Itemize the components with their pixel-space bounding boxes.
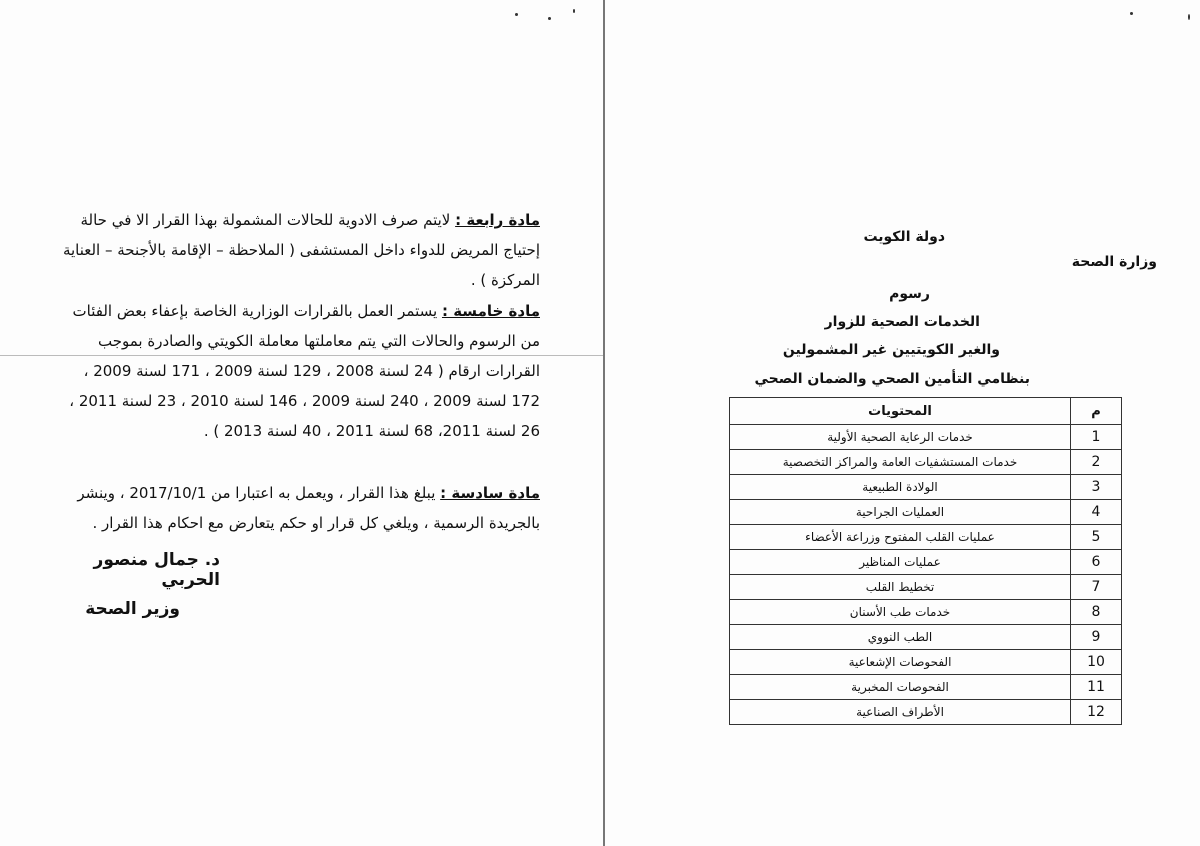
- row-num: 6: [1071, 550, 1122, 575]
- doc-title-line: بنظامي التأمين الصحي والضمان الصحي: [754, 371, 1030, 387]
- row-item: تخطيط القلب: [730, 575, 1071, 600]
- row-item: الطب النووي: [730, 625, 1071, 650]
- article-six: [60, 478, 540, 538]
- table-row: [730, 650, 1122, 675]
- signature-title: وزير الصحة: [85, 599, 180, 619]
- row-num: 7: [1071, 575, 1122, 600]
- row-item: خدمات طب الأسنان: [730, 600, 1071, 625]
- row-item: الفحوصات المخبرية: [730, 675, 1071, 700]
- row-item: عمليات المناظير: [730, 550, 1071, 575]
- scan-speck: [548, 17, 551, 20]
- row-item: عمليات القلب المفتوح وزراعة الأعضاء: [730, 525, 1071, 550]
- header-ministry: وزارة الصحة: [1071, 254, 1157, 270]
- row-num: 11: [1071, 675, 1122, 700]
- table-row: [730, 425, 1122, 450]
- article-label: مادة سادسة :: [440, 484, 540, 502]
- article-text: يستمر العمل بالقرارات الوزارية الخاصة بإعفاء بعض الفئات من الرسوم والحالات التي يتم معاملتها معاملة الكويتي والصادرة بموجب القرارات ارقام ( 24 لسنة 2008 ، 129 لسنة 2009 ، 171 لسنة 2009 ، 172 لسنة 2009 ، 240 لسنة 2009 ، 146 لسنة 2010 ، 23 لسنة 2011 ، 26 لسنة 2011، 68 لسنة 2011 ، 40 لسنة 2013 ) .: [69, 302, 540, 440]
- row-num: 9: [1071, 625, 1122, 650]
- col-num-header: م: [1071, 398, 1122, 425]
- article-four: [60, 205, 540, 295]
- row-num: 4: [1071, 500, 1122, 525]
- scan-speck: [1188, 14, 1190, 20]
- row-num: 1: [1071, 425, 1122, 450]
- row-num: 3: [1071, 475, 1122, 500]
- row-num: 8: [1071, 600, 1122, 625]
- article-text: يبلغ هذا القرار ، ويعمل به اعتبارا من 2017/10/1 ، وينشر بالجريدة الرسمية ، ويلغي كل قرار او حكم يتعارض مع احكام هذا القرار .: [77, 484, 540, 532]
- row-item: الولادة الطبيعية: [730, 475, 1071, 500]
- col-contents-header: المحتويات: [730, 398, 1071, 425]
- row-num: 10: [1071, 650, 1122, 675]
- row-item: خدمات المستشفيات العامة والمراكز التخصصية: [730, 450, 1071, 475]
- doc-title-line: والغير الكويتيين غير المشمولين: [782, 342, 1000, 358]
- table-row: [730, 675, 1122, 700]
- scan-speck: [1130, 12, 1133, 15]
- row-item: الفحوصات الإشعاعية: [730, 650, 1071, 675]
- table-row: [730, 625, 1122, 650]
- table-row: [730, 500, 1122, 525]
- article-text: لايتم صرف الادوية للحالات المشمولة بهذا القرار الا في حالة إحتياج المريض للدواء داخل المستشفى ( الملاحظة – الإقامة بالأجنحة – العناية المركزة ) .: [62, 211, 540, 289]
- contents-table: [729, 397, 1122, 725]
- row-num: 5: [1071, 525, 1122, 550]
- table-row: [730, 475, 1122, 500]
- row-item: الأطراف الصناعية: [730, 700, 1071, 725]
- row-item: خدمات الرعاية الصحية الأولية: [730, 425, 1071, 450]
- scan-speck: [515, 13, 518, 16]
- header-state: دولة الكويت: [863, 229, 945, 245]
- article-five: [60, 296, 540, 446]
- table-header-row: [730, 398, 1122, 425]
- table-row: [730, 525, 1122, 550]
- table-row: [730, 550, 1122, 575]
- article-label: مادة خامسة :: [441, 302, 540, 320]
- table-row: [730, 700, 1122, 725]
- row-item: العمليات الجراحية: [730, 500, 1071, 525]
- scan-speck: [573, 9, 575, 13]
- table-row: [730, 575, 1122, 600]
- table-row: [730, 600, 1122, 625]
- doc-title-line: الخدمات الصحية للزوار: [824, 314, 980, 330]
- signature-name: د. جمال منصور الحربي: [93, 550, 220, 590]
- row-num: 12: [1071, 700, 1122, 725]
- row-num: 2: [1071, 450, 1122, 475]
- table-row: [730, 450, 1122, 475]
- article-label: مادة رابعة :: [455, 211, 540, 229]
- doc-title-line: رسوم: [889, 286, 930, 302]
